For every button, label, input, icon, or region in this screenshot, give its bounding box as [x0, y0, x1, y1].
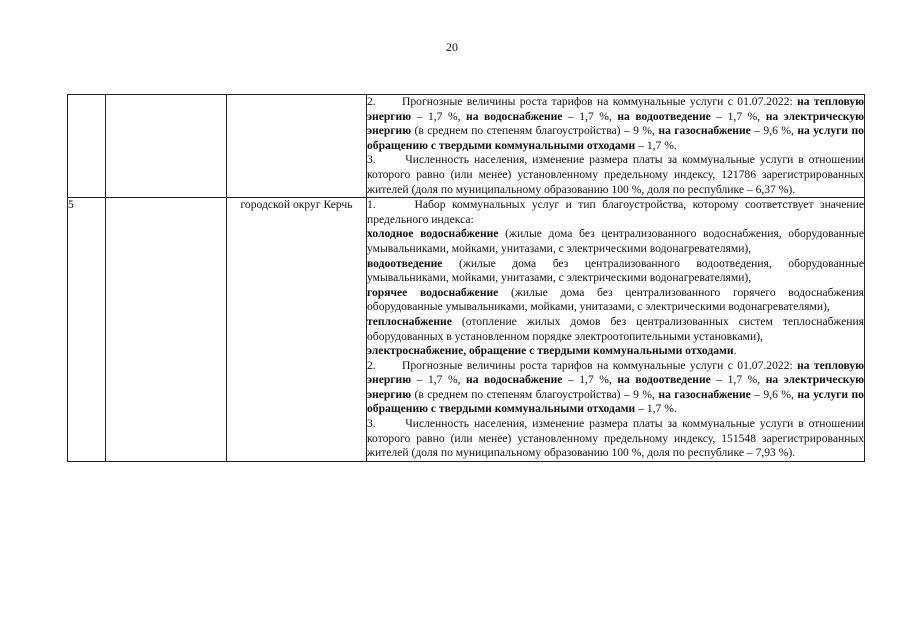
population-paragraph: 3. Численность населения, изменение размера платы за коммунальные услуги в отношении которого равно (или менее) установленному предельному индексу, 121786 зарегистрированных жителей (доля по муниципальному образованию 100 %, доля по республике – 6,37 %).	[367, 153, 864, 196]
electricity-value: (в среднем по степеням благоустройства) – 9 %,	[411, 124, 659, 138]
description-cell	[367, 198, 865, 462]
sewer-value: – 1,7 %,	[710, 373, 766, 387]
region-cell	[106, 198, 227, 462]
table-row	[68, 95, 865, 198]
municipality-cell	[227, 95, 367, 198]
electricity-waste-end: .	[733, 344, 737, 358]
hot-water-paragraph	[367, 286, 864, 315]
water-label: на водоснабжение	[466, 109, 563, 123]
heat-label: на тепловую энергию	[367, 358, 864, 387]
tariff-table	[67, 94, 865, 462]
water-value: – 1,7 %,	[562, 373, 618, 387]
gas-value: – 9,6 %,	[750, 387, 798, 401]
waste-label: на услуги по обращению с твердыми коммунальными отходами	[367, 387, 864, 416]
hot-water-label: горячее водоснабжение	[367, 285, 499, 299]
cold-water-text: (жилые дома без централизованного водоснабжения, оборудованные умывальниками, мойками, унитазами, с электрическими водонагревателями),	[367, 227, 864, 255]
tariff-growth-intro: 2. Прогнозные величины роста тарифов на коммунальные услуги с 01.07.2022:	[367, 95, 793, 108]
waste-label: на услуги по обращению с твердыми коммунальными отходами	[367, 124, 864, 152]
electricity-waste-paragraph	[367, 344, 864, 359]
electricity-label: на электрическую энергию	[367, 373, 864, 401]
cold-water-label: холодное водоснабжение	[367, 227, 499, 241]
heat-value: – 1,7 %,	[411, 109, 467, 123]
services-intro-paragraph: 1. Набор коммунальных услуг и тип благоустройства, которому соответствует значение предельного индекса:	[367, 198, 864, 226]
municipality-cell: городской округ Керчь	[227, 198, 367, 462]
water-value: – 1,7 %,	[562, 109, 618, 123]
cold-water-paragraph	[367, 227, 864, 256]
description-cell	[367, 95, 865, 198]
waste-value: – 1,7 %.	[635, 402, 677, 416]
row-number-cell: 5	[68, 198, 106, 462]
heating-text: (отопление жилых домов без централизованных систем теплоснабжения оборудованных в установленном порядке электроотопительными установками),	[367, 314, 864, 343]
heating-label: теплоснабжение	[367, 314, 452, 328]
heat-value: – 1,7 %,	[411, 373, 467, 387]
electricity-waste-label: электроснабжение, обращение с твердыми коммунальными отходами	[367, 344, 734, 358]
electricity-value: (в среднем по степеням благоустройства) – 9 %,	[411, 387, 659, 401]
waste-value: – 1,7 %.	[635, 138, 677, 152]
row-number-cell	[68, 95, 106, 198]
tariff-growth-intro: 2. Прогнозные величины роста тарифов на коммунальные услуги с 01.07.2022:	[367, 358, 793, 372]
gas-label: на газоснабжение	[658, 124, 751, 138]
region-cell	[106, 95, 227, 198]
hot-water-text: (жилые дома без централизованного горячего водоснабжения оборудованные умывальниками, мойками, унитазами, с электрическими водонагревателями),	[367, 285, 864, 314]
sewerage-text: (жилые дома без централизованного водоотведения, оборудованные умывальниками, мойками, унитазами, с электрическими водонагревателями),	[367, 256, 864, 285]
heating-paragraph	[367, 315, 864, 344]
sewer-label: на водоотведение	[617, 109, 711, 123]
sewer-label: на водоотведение	[617, 373, 711, 387]
tariff-growth-paragraph	[367, 95, 864, 153]
sewerage-label: водоотведение	[367, 256, 443, 270]
tariff-growth-paragraph	[367, 359, 864, 417]
sewer-value: – 1,7 %,	[710, 109, 766, 123]
page-number: 20	[446, 40, 458, 54]
population-paragraph: 3. Численность населения, изменение размера платы за коммунальные услуги в отношении которого равно (или менее) установленному предельному индексу, 151548 зарегистрированных жителей (доля по муниципальному образованию 100 %, доля по республике – 7,93 %).	[367, 417, 864, 460]
gas-label: на газоснабжение	[658, 387, 751, 401]
table-row	[68, 198, 865, 462]
electricity-label: на электрическую энергию	[367, 109, 864, 138]
water-label: на водоснабжение	[466, 373, 563, 387]
heat-label: на тепловую энергию	[367, 95, 864, 123]
gas-value: – 9,6 %,	[750, 124, 798, 138]
sewerage-paragraph	[367, 257, 864, 286]
